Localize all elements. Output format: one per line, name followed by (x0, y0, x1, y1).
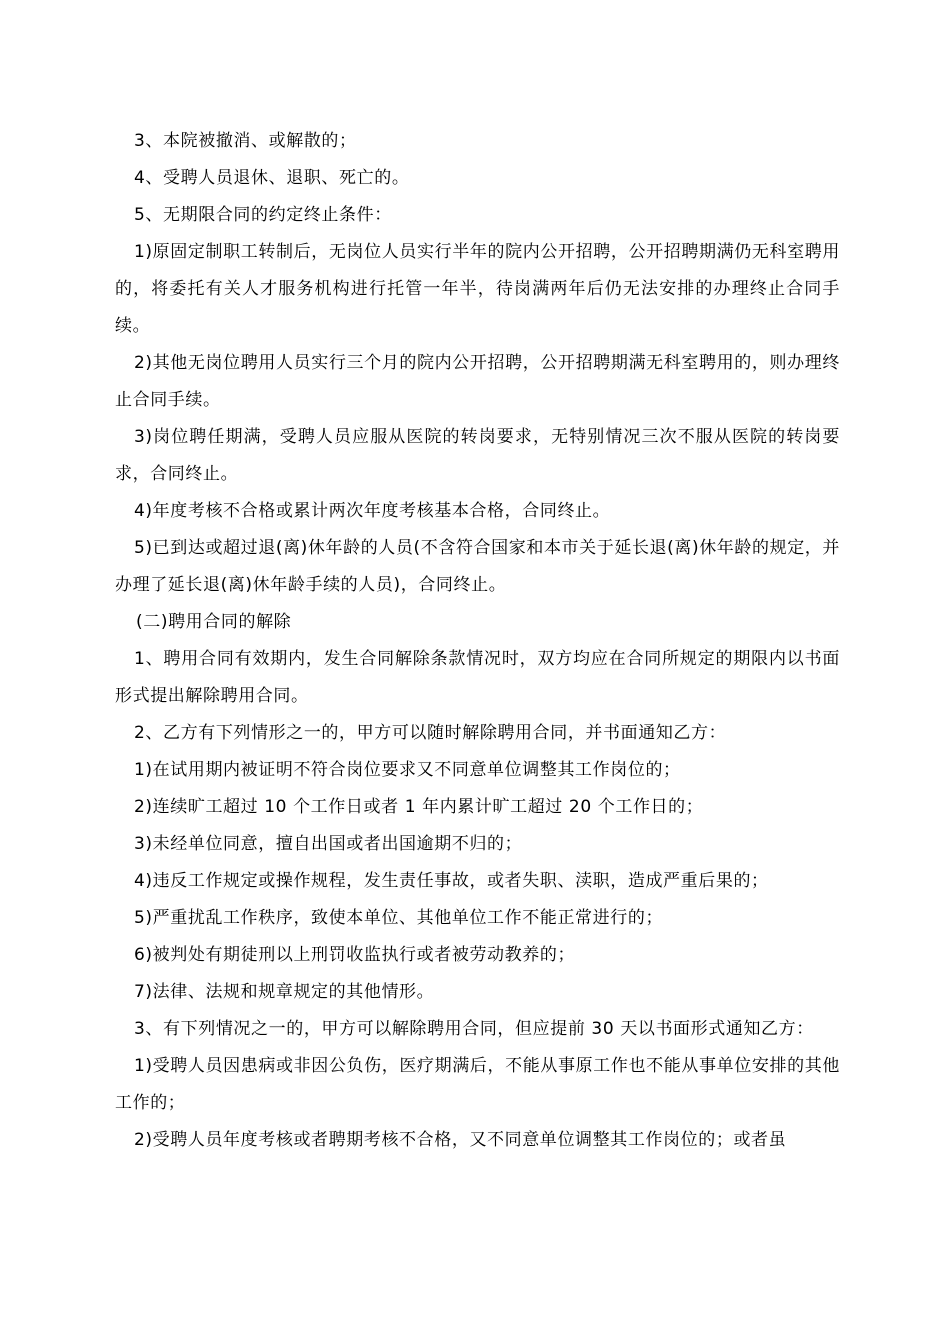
paragraph: 4、受聘人员退休、退职、死亡的。 (134, 168, 410, 188)
paragraph: 1)原固定制职工转制后，无岗位人员实行半年的院内公开招聘，公开招聘期满仍无科室聘用的，将委托有关人才服务机构进行托管一年半，待岗满两年后仍无法安排的办理终止合同手续。 (115, 242, 840, 336)
paragraph: 3)未经单位同意，擅自出国或者出国逾期不归的； (134, 834, 523, 854)
paragraph: 5)严重扰乱工作秩序，致使本单位、其他单位工作不能正常进行的； (134, 908, 664, 928)
paragraph: 3、本院被撤消、或解散的； (134, 131, 357, 151)
paragraph: 7)法律、法规和规章规定的其他情形。 (134, 982, 435, 1002)
paragraph: 1)在试用期内被证明不符合岗位要求又不同意单位调整其工作岗位的； (134, 760, 681, 780)
paragraph: 3)岗位聘任期满，受聘人员应服从医院的转岗要求，无特别情况三次不服从医院的转岗要求，合同终止。 (115, 427, 840, 484)
paragraph: 5)已到达或超过退(离)休年龄的人员(不含符合国家和本市关于延长退(离)休年龄的规定，并办理了延长退(离)休年龄手续的人员)，合同终止。 (115, 538, 841, 595)
paragraph: 2、乙方有下列情形之一的，甲方可以随时解除聘用合同，并书面通知乙方： (134, 723, 727, 743)
paragraph: 3、有下列情况之一的，甲方可以解除聘用合同，但应提前 30 天以书面形式通知乙方： (134, 1019, 814, 1039)
paragraph: 6)被判处有期徒刑以上刑罚收监执行或者被劳动教养的； (134, 945, 576, 965)
paragraph: 2)受聘人员年度考核或者聘期考核不合格，又不同意单位调整其工作岗位的；或者虽 (134, 1130, 787, 1150)
paragraph: 1、聘用合同有效期内，发生合同解除条款情况时，双方均应在合同所规定的期限内以书面形式提出解除聘用合同。 (115, 649, 840, 706)
document-body (115, 123, 840, 1159)
paragraph: 5、无期限合同的约定终止条件： (134, 205, 392, 225)
paragraph: 4)违反工作规定或操作规程，发生责任事故，或者失职、渎职，造成严重后果的； (134, 871, 769, 891)
paragraph: 1)受聘人员因患病或非因公负伤，医疗期满后，不能从事原工作也不能从事单位安排的其他工作的； (115, 1056, 840, 1113)
paragraph: 4)年度考核不合格或累计两次年度考核基本合格，合同终止。 (134, 501, 611, 521)
paragraph: 2)其他无岗位聘用人员实行三个月的院内公开招聘，公开招聘期满无科室聘用的，则办理终止合同手续。 (115, 353, 840, 410)
paragraph: 2)连续旷工超过 10 个工作日或者 1 年内累计旷工超过 20 个工作日的； (134, 797, 704, 817)
section-heading: (二)聘用合同的解除 (136, 612, 292, 632)
